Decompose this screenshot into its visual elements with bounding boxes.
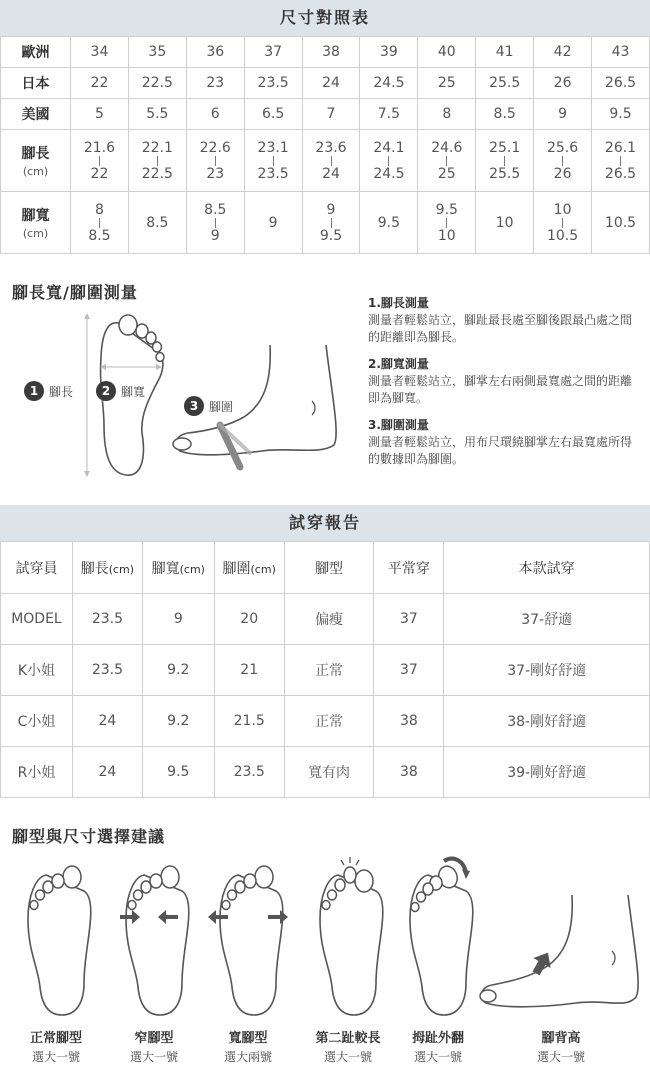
- header-text: 平常穿: [387, 560, 430, 577]
- range-to: 23: [206, 165, 225, 182]
- range-to: 26.5: [604, 165, 637, 182]
- foot-length-label: 腳長: [21, 146, 50, 162]
- table-cell: 38: [374, 747, 444, 798]
- foot-width-label: 腳寬: [21, 208, 50, 224]
- foot-type-long-second-toe: [298, 850, 398, 1080]
- size-cell: 23.5: [244, 68, 302, 99]
- range-to: 23.5: [257, 165, 289, 182]
- size-cell: 6: [186, 99, 244, 130]
- fit-report-table: [0, 541, 650, 798]
- marker-3-label: 腳圍: [209, 400, 234, 414]
- size-row-jp: [1, 68, 650, 99]
- range-divider: [215, 218, 216, 228]
- size-chart-table: [0, 36, 650, 254]
- marker-2: 2: [96, 381, 116, 401]
- range-from: 9.5: [435, 201, 458, 218]
- range-value: 8.5: [146, 214, 169, 231]
- header-text: 腳圍: [222, 560, 251, 577]
- range-from: 23.6: [315, 139, 347, 156]
- instruction-head: 2.腳寬測量: [368, 357, 429, 371]
- foot-type-name: 寬腳型: [228, 1031, 268, 1046]
- size-row-eu: [1, 37, 650, 68]
- range-to: 24.5: [373, 165, 405, 182]
- size-cell: 38: [302, 37, 360, 68]
- size-row-foot-length: [1, 130, 650, 192]
- table-cell: 24: [72, 747, 142, 798]
- range-divider: [504, 156, 505, 166]
- measure-title: 腳長寬/腳圍測量: [12, 283, 138, 302]
- foot-width-cell: [71, 192, 129, 254]
- header-text: 本款試穿: [518, 560, 575, 577]
- table-cell: 23.5: [214, 747, 284, 798]
- foot-width-unit: (cm): [22, 227, 49, 240]
- size-cell: 9.5: [592, 99, 650, 130]
- range-to: 22.5: [141, 165, 173, 182]
- foot-length-unit: (cm): [22, 165, 49, 178]
- table-cell: 24: [72, 696, 142, 747]
- table-cell: 偏瘦: [284, 594, 374, 645]
- header-text: 腳型: [315, 560, 344, 577]
- table-cell: 9.2: [142, 645, 214, 696]
- range-divider: [446, 218, 447, 228]
- fit-report-title: 試穿報告: [0, 505, 650, 541]
- foot-type-tip: 選大一號: [323, 1050, 372, 1064]
- range-from: 21.6: [83, 139, 116, 156]
- foot-length-cell: [360, 130, 418, 192]
- foot-length-cell: [476, 130, 534, 192]
- range-divider: [620, 156, 621, 166]
- instruction-width: [368, 356, 640, 407]
- range-from: 23.1: [257, 139, 289, 156]
- header-text: 試穿員: [15, 560, 58, 577]
- size-cell: 25.5: [476, 68, 534, 99]
- range-divider: [446, 156, 447, 166]
- fit-header-row: [1, 542, 650, 594]
- table-cell: 20: [214, 594, 284, 645]
- foot-type-bunion: [388, 850, 488, 1080]
- size-cell: 36: [186, 37, 244, 68]
- foot-width-cell: [302, 192, 360, 254]
- table-cell: 37-剛好舒適: [444, 645, 650, 696]
- range-to: 10.5: [546, 227, 579, 244]
- foot-type-name: 正常腳型: [29, 1031, 82, 1046]
- size-cell: 34: [71, 37, 129, 68]
- instruction-body: 測量者輕鬆站立，腳趾最長處至腳後跟最凸處之間的距離即為腳長。: [368, 313, 633, 344]
- size-cell: 42: [534, 37, 592, 68]
- instruction-body: 測量者輕鬆站立，用布尺環繞腳掌左右最寬處所得的數據即為腳圍。: [368, 435, 633, 466]
- foot-width-cell: [534, 192, 592, 254]
- range-to: 10: [437, 227, 456, 244]
- range-value: 9: [268, 214, 278, 231]
- measure-diagram: [0, 305, 360, 485]
- fit-header-cell: [284, 542, 374, 594]
- header-text: 腳長: [80, 560, 109, 577]
- narrow-foot-icon: [104, 855, 204, 1025]
- range-to: 25.5: [489, 165, 521, 182]
- table-row: [1, 594, 650, 645]
- table-cell: MODEL: [1, 594, 73, 645]
- header-unit: (cm): [179, 562, 205, 576]
- foot-type-name: 腳背高: [541, 1031, 581, 1046]
- size-cell: 9: [534, 99, 592, 130]
- normal-foot-icon: [6, 855, 106, 1025]
- instruction-girth: [368, 417, 640, 468]
- range-value: 10: [495, 214, 514, 231]
- range-divider: [99, 156, 100, 166]
- range-value: 10.5: [604, 214, 637, 231]
- range-divider: [215, 156, 216, 166]
- table-cell: 38: [374, 696, 444, 747]
- range-from: 24.1: [373, 139, 405, 156]
- foot-width-cell: [244, 192, 302, 254]
- size-cell: 43: [592, 37, 650, 68]
- table-row: [1, 747, 650, 798]
- range-to: 25: [437, 165, 456, 182]
- foot-length-cell: [302, 130, 360, 192]
- table-cell: 21.5: [214, 696, 284, 747]
- size-cell: 7: [302, 99, 360, 130]
- table-cell: C小姐: [1, 696, 73, 747]
- range-from: 22.1: [141, 139, 173, 156]
- foot-length-cell: [71, 130, 129, 192]
- range-divider: [273, 156, 274, 166]
- marker-2-label: 腳寬: [121, 385, 146, 399]
- range-from: 22.6: [199, 139, 231, 156]
- table-cell: 9.2: [142, 696, 214, 747]
- fit-header-cell: [1, 542, 73, 594]
- table-cell: 37: [374, 594, 444, 645]
- foot-type-name: 第二趾較長: [315, 1031, 381, 1046]
- range-divider: [562, 218, 563, 228]
- table-cell: 37: [374, 645, 444, 696]
- size-cell: 40: [418, 37, 476, 68]
- high-instep-foot-icon: [476, 855, 646, 1025]
- range-to: 26: [553, 165, 572, 182]
- table-cell: 9: [142, 594, 214, 645]
- instruction-body: 測量者輕鬆站立，腳掌左右兩側最寬處之間的距離即為腳寬。: [368, 374, 633, 405]
- range-divider: [562, 156, 563, 166]
- range-from: 9: [326, 201, 336, 218]
- size-cell: 7.5: [360, 99, 418, 130]
- fit-header-cell: [214, 542, 284, 594]
- size-cell: 5: [71, 99, 129, 130]
- marker-1-label: 腳長: [49, 385, 74, 399]
- foot-type-normal: [6, 850, 106, 1080]
- foot-type-tip: 選大一號: [31, 1050, 80, 1064]
- foot-length-cell: [128, 130, 186, 192]
- suggestion-title: 腳型與尺寸選擇建議: [12, 827, 166, 846]
- size-row-label: 日本: [1, 68, 71, 99]
- marker-3: 3: [184, 396, 204, 416]
- long-second-toe-icon: [298, 855, 398, 1025]
- instruction-head: 1.腳長測量: [368, 296, 429, 310]
- size-cell: 26: [534, 68, 592, 99]
- table-row: [1, 645, 650, 696]
- foot-length-cell: [186, 130, 244, 192]
- instruction-length: [368, 295, 640, 346]
- range-from: 25.6: [546, 139, 579, 156]
- size-row-label: [1, 192, 71, 254]
- foot-width-cell: [418, 192, 476, 254]
- range-divider: [99, 218, 100, 228]
- range-from: 8.5: [204, 201, 227, 218]
- table-cell: 9.5: [142, 747, 214, 798]
- fit-header-cell: [72, 542, 142, 594]
- foot-type-row: [0, 850, 650, 1080]
- size-cell: 26.5: [592, 68, 650, 99]
- size-cell: 41: [476, 37, 534, 68]
- table-cell: 正常: [284, 696, 374, 747]
- header-text: 腳寬: [151, 560, 180, 577]
- foot-type-tip: 選大一號: [413, 1050, 462, 1064]
- size-cell: 8.5: [476, 99, 534, 130]
- range-divider: [331, 218, 332, 228]
- table-cell: 39-剛好舒適: [444, 747, 650, 798]
- size-cell: 5.5: [128, 99, 186, 130]
- foot-type-tip: 選大一號: [129, 1050, 178, 1064]
- foot-width-cell: [592, 192, 650, 254]
- size-cell: 24: [302, 68, 360, 99]
- size-cell: 22: [71, 68, 129, 99]
- wide-foot-icon: [198, 855, 298, 1025]
- size-row-label: [1, 130, 71, 192]
- table-cell: 23.5: [72, 594, 142, 645]
- table-cell: R小姐: [1, 747, 73, 798]
- foot-type-tip: 選大兩號: [223, 1050, 272, 1064]
- size-cell: 37: [244, 37, 302, 68]
- range-to: 9.5: [319, 227, 343, 244]
- marker-1: 1: [24, 381, 44, 401]
- range-divider: [388, 156, 389, 166]
- size-chart-title: 尺寸對照表: [0, 0, 650, 36]
- header-unit: (cm): [250, 562, 276, 576]
- foot-length-cell: [418, 130, 476, 192]
- size-cell: 25: [418, 68, 476, 99]
- size-row-label: 美國: [1, 99, 71, 130]
- range-value: 9.5: [377, 214, 401, 231]
- range-to: 22: [90, 165, 109, 182]
- foot-length-cell: [592, 130, 650, 192]
- table-row: [1, 696, 650, 747]
- size-cell: 35: [128, 37, 186, 68]
- table-cell: 21: [214, 645, 284, 696]
- header-unit: (cm): [108, 562, 135, 576]
- size-cell: 6.5: [244, 99, 302, 130]
- size-cell: 23: [186, 68, 244, 99]
- size-row-foot-width: [1, 192, 650, 254]
- range-from: 25.1: [489, 139, 521, 156]
- table-cell: 寬有肉: [284, 747, 374, 798]
- foot-type-narrow: [104, 850, 204, 1080]
- bunion-foot-icon: [388, 855, 488, 1025]
- foot-width-cell: [360, 192, 418, 254]
- foot-type-high-instep: [476, 850, 646, 1080]
- fit-header-cell: [374, 542, 444, 594]
- fit-header-cell: [142, 542, 214, 594]
- foot-width-cell: [128, 192, 186, 254]
- foot-type-name: 窄腳型: [134, 1031, 174, 1046]
- fit-header-cell: [444, 542, 650, 594]
- foot-length-cell: [534, 130, 592, 192]
- table-cell: 37-舒適: [444, 594, 650, 645]
- size-cell: 24.5: [360, 68, 418, 99]
- foot-width-cell: [186, 192, 244, 254]
- foot-type-name: 拇趾外翻: [411, 1031, 464, 1046]
- range-divider: [157, 156, 158, 166]
- table-cell: 正常: [284, 645, 374, 696]
- size-cell: 22.5: [128, 68, 186, 99]
- range-from: 24.6: [431, 139, 463, 156]
- size-cell: 39: [360, 37, 418, 68]
- foot-width-cell: [476, 192, 534, 254]
- range-from: 8: [94, 201, 104, 218]
- foot-length-cell: [244, 130, 302, 192]
- range-from: 10: [553, 201, 572, 218]
- range-to: 9: [210, 227, 220, 244]
- range-divider: [331, 156, 332, 166]
- table-cell: 38-剛好舒適: [444, 696, 650, 747]
- table-cell: 23.5: [72, 645, 142, 696]
- instruction-head: 3.腳圍測量: [368, 418, 429, 432]
- size-cell: 8: [418, 99, 476, 130]
- range-to: 8.5: [88, 227, 111, 244]
- size-row-label: 歐洲: [1, 37, 71, 68]
- foot-type-tip: 選大一號: [536, 1050, 585, 1064]
- size-row-us: [1, 99, 650, 130]
- foot-type-wide: [198, 850, 298, 1080]
- range-from: 26.1: [604, 139, 637, 156]
- range-to: 24: [322, 165, 340, 182]
- table-cell: K小姐: [1, 645, 73, 696]
